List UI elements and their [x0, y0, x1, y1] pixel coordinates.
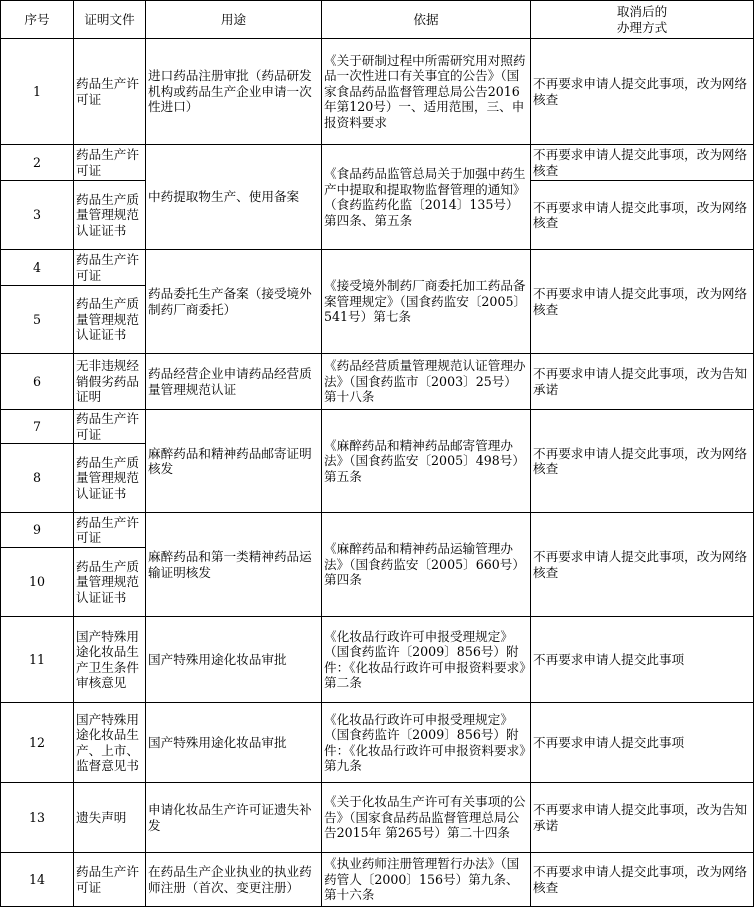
table-row [1, 410, 754, 444]
header-use: 用途 [146, 1, 322, 39]
row-no: 8 [1, 444, 74, 513]
row-method: 不再要求申请人提交此事项，改为网络核查 [531, 145, 754, 181]
row-file: 遗失声明 [74, 783, 146, 853]
row-basis: 《化妆品行政许可申报受理规定》（国食药监许〔2009〕856号）附件：《化妆品行政许可申报资料要求》第二条 [322, 617, 531, 703]
row-file: 药品生产质量管理规范认证证书 [74, 286, 146, 354]
row-no: 14 [1, 853, 74, 907]
table-row [1, 250, 754, 286]
header-file: 证明文件 [74, 1, 146, 39]
row-use: 进口药品注册审批（药品研发机构或药品生产企业申请一次性进口） [146, 39, 322, 145]
table-row [1, 853, 754, 907]
row-no: 12 [1, 703, 74, 783]
row-method: 不再要求申请人提交此事项，改为网络核查 [531, 513, 754, 617]
row-file: 药品生产许可证 [74, 853, 146, 907]
row-no: 11 [1, 617, 74, 703]
table-row [1, 783, 754, 853]
row-no: 7 [1, 410, 74, 444]
row-no: 3 [1, 181, 74, 250]
row-method: 不再要求申请人提交此事项 [531, 617, 754, 703]
table-header-row [1, 1, 754, 39]
row-use: 申请化妆品生产许可证遗失补发 [146, 783, 322, 853]
row-basis: 《药品经营质量管理规范认证管理办法》（国食药监市〔2003〕25号） 第十八条 [322, 354, 531, 410]
row-basis: 《麻醉药品和精神药品邮寄管理办法》（国食药监安〔2005〕498号）第五条 [322, 410, 531, 513]
row-method: 不再要求申请人提交此事项，改为网络核查 [531, 39, 754, 145]
table-row [1, 513, 754, 548]
row-basis: 《食品药品监管总局关于加强中药生产中提取和提取物监督管理的通知》（食药监药化监〔2014〕135号）第四条、第五条 [322, 145, 531, 250]
row-use: 中药提取物生产、使用备案 [146, 145, 322, 250]
row-basis: 《化妆品行政许可申报受理规定》（国食药监许〔2009〕856号）附件：《化妆品行政许可申报资料要求》第九条 [322, 703, 531, 783]
row-file: 药品生产许可证 [74, 145, 146, 181]
row-file: 国产特殊用途化妆品生产卫生条件审核意见 [74, 617, 146, 703]
row-method: 不再要求申请人提交此事项，改为网络核查 [531, 853, 754, 907]
header-method-line1: 取消后的 [616, 4, 668, 19]
header-method [531, 1, 754, 39]
table-row [1, 617, 754, 703]
row-method: 不再要求申请人提交此事项，改为网络核查 [531, 250, 754, 354]
row-file: 药品生产许可证 [74, 39, 146, 145]
row-file: 无非违规经销假劣药品证明 [74, 354, 146, 410]
row-no: 1 [1, 39, 74, 145]
row-no: 2 [1, 145, 74, 181]
row-use: 药品经营企业申请药品经营质量管理规范认证 [146, 354, 322, 410]
row-use: 麻醉药品和第一类精神药品运输证明核发 [146, 513, 322, 617]
header-no: 序号 [1, 1, 74, 39]
table-row [1, 354, 754, 410]
row-use: 药品委托生产备案（接受境外制药厂商委托） [146, 250, 322, 354]
row-basis: 《关于研制过程中所需研究用对照药品一次性进口有关事宜的公告》（国家食品药品监督管理总局公告2016年第120号）一、适用范围，三、申报资料要求 [322, 39, 531, 145]
row-basis: 《麻醉药品和精神药品运输管理办法》（国食药监安〔2005〕660号）第四条 [322, 513, 531, 617]
row-no: 9 [1, 513, 74, 548]
row-method: 不再要求申请人提交此事项，改为网络核查 [531, 410, 754, 513]
row-basis: 《关于化妆品生产许可有关事项的公告》（国家食品药品监督管理总局公告2015年 第265号）第二十四条 [322, 783, 531, 853]
row-basis: 《接受境外制药厂商委托加工药品备案管理规定》（国食药监安〔2005〕541号）第七条 [322, 250, 531, 354]
row-file: 药品生产许可证 [74, 250, 146, 286]
row-basis: 《执业药师注册管理暂行办法》（国药管人〔2000〕156号）第九条、第十六条 [322, 853, 531, 907]
row-file: 药品生产质量管理规范认证证书 [74, 548, 146, 617]
row-use: 麻醉药品和精神药品邮寄证明核发 [146, 410, 322, 513]
row-no: 13 [1, 783, 74, 853]
row-no: 5 [1, 286, 74, 354]
row-no: 4 [1, 250, 74, 286]
row-file: 药品生产质量管理规范认证证书 [74, 181, 146, 250]
table-row [1, 39, 754, 145]
row-method: 不再要求申请人提交此事项，改为网络核查 [531, 181, 754, 250]
row-use: 国产特殊用途化妆品审批 [146, 617, 322, 703]
row-no: 6 [1, 354, 74, 410]
header-method-line2: 办理方式 [616, 19, 668, 35]
row-file: 药品生产质量管理规范认证证书 [74, 444, 146, 513]
table-row [1, 145, 754, 181]
header-basis: 依据 [322, 1, 531, 39]
table-row [1, 703, 754, 783]
row-use: 国产特殊用途化妆品审批 [146, 703, 322, 783]
row-use: 在药品生产企业执业的执业药师注册（首次、变更注册） [146, 853, 322, 907]
row-file: 国产特殊用途化妆品生产、上市、监督意见书 [74, 703, 146, 783]
row-method: 不再要求申请人提交此事项，改为告知承诺 [531, 783, 754, 853]
row-method: 不再要求申请人提交此事项 [531, 703, 754, 783]
row-file: 药品生产许可证 [74, 410, 146, 444]
row-file: 药品生产许可证 [74, 513, 146, 548]
row-method: 不再要求申请人提交此事项，改为告知承诺 [531, 354, 754, 410]
row-no: 10 [1, 548, 74, 617]
